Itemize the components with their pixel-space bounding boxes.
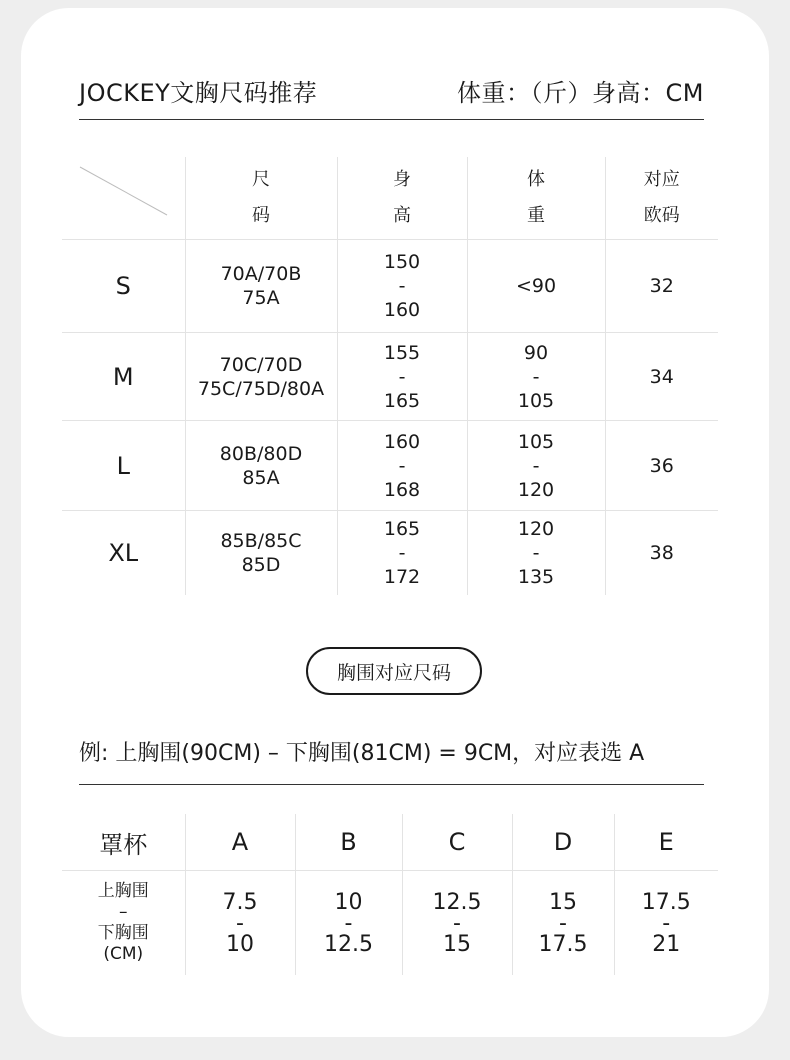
size-row-m xyxy=(62,333,718,421)
cup-range: 10 - 12.5 xyxy=(295,871,402,976)
header-eu-size: 对应 欧码 xyxy=(605,157,718,240)
header-weight: 体 重 xyxy=(467,157,605,240)
header-divider xyxy=(79,119,704,120)
height-range: 160 - 168 xyxy=(337,421,467,511)
page-header xyxy=(79,70,704,110)
height-range: 150 - 160 xyxy=(337,240,467,333)
cup-range: 7.5 - 10 xyxy=(185,871,295,976)
page-title: JOCKEY文胸尺码推荐 xyxy=(79,78,318,107)
weight-range: 90 - 105 xyxy=(467,333,605,421)
cup-c: C xyxy=(402,814,512,871)
size-label: XL xyxy=(108,538,139,567)
cup-table xyxy=(62,814,718,975)
weight-range: 120 - 135 xyxy=(467,511,605,595)
size-label: S xyxy=(62,240,185,333)
size-label: L xyxy=(62,421,185,511)
height-range: 165 - 172 xyxy=(337,511,467,595)
eu-size: 38 xyxy=(605,511,718,595)
size-row-l xyxy=(62,421,718,511)
cup-corner-label: 罩杯 xyxy=(62,814,185,871)
example-note: 例: 上胸围(90CM) – 下胸围(81CM) = 9CM，对应表选 A xyxy=(79,741,645,766)
cup-header-row xyxy=(62,814,718,871)
header-height: 身 高 xyxy=(337,157,467,240)
size-row-s xyxy=(62,240,718,333)
eu-size: 32 xyxy=(605,240,718,333)
size-table-header-row xyxy=(62,157,718,240)
example-divider xyxy=(79,784,704,785)
height-range: 155 - 165 xyxy=(337,333,467,421)
weight-range: 105 - 120 xyxy=(467,421,605,511)
eu-size: 34 xyxy=(605,333,718,421)
cup-range: 17.5 - 21 xyxy=(614,871,718,976)
size-row-xl xyxy=(62,511,718,595)
size-table xyxy=(62,157,718,595)
weight-range: <90 xyxy=(467,240,605,333)
bust-difference-label: 上胸围 – 下胸围 (CM) xyxy=(97,881,149,964)
cup-d: D xyxy=(512,814,614,871)
size-codes: 85B/85C 85D xyxy=(185,511,337,595)
size-codes: 80B/80D 85A xyxy=(185,421,337,511)
size-codes: 70A/70B 75A xyxy=(185,240,337,333)
cup-b: B xyxy=(295,814,402,871)
header-size: 尺 码 xyxy=(185,157,337,240)
size-label: M xyxy=(62,333,185,421)
cup-range-row xyxy=(62,871,718,976)
diagonal-divider-icon xyxy=(62,157,185,239)
eu-size: 36 xyxy=(605,421,718,511)
units-note: 体重：（斤）身高：CM xyxy=(457,78,704,107)
cup-e: E xyxy=(614,814,718,871)
corner-cell xyxy=(62,157,185,240)
cup-range: 12.5 - 15 xyxy=(402,871,512,976)
cup-range: 15 - 17.5 xyxy=(512,871,614,976)
bust-size-button[interactable]: 胸围对应尺码 xyxy=(306,647,482,695)
size-codes: 70C/70D 75C/75D/80A xyxy=(185,333,337,421)
cup-a: A xyxy=(185,814,295,871)
